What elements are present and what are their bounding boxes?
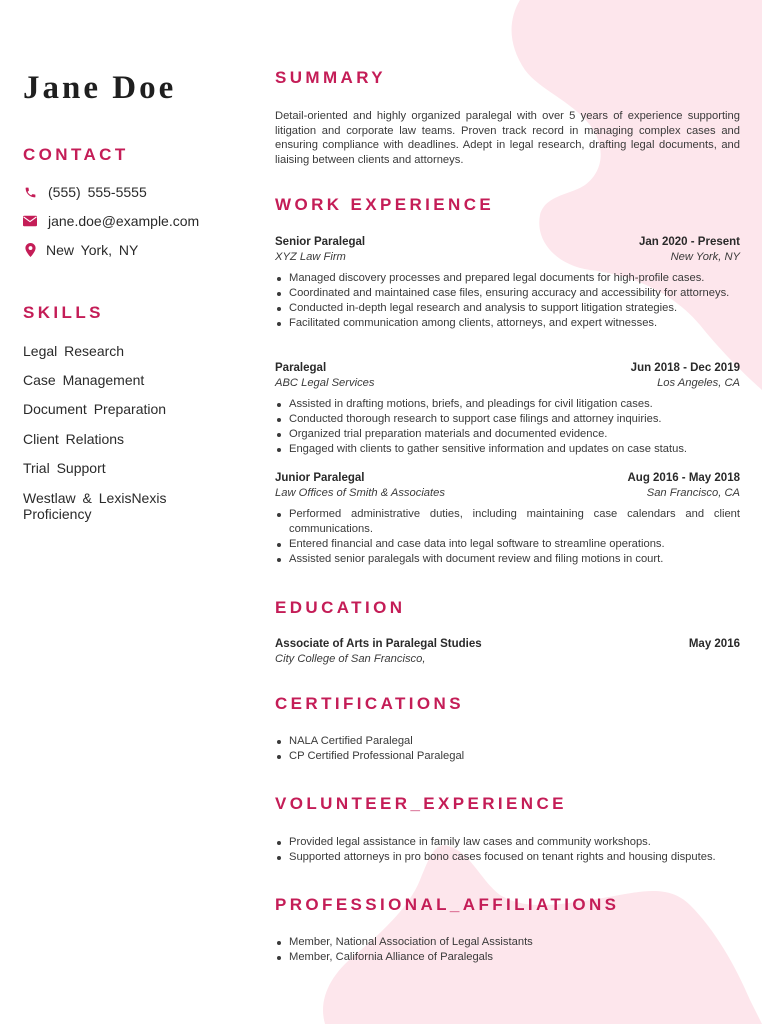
job-company: Law Offices of Smith & Associates xyxy=(275,487,445,499)
affiliation-item: Member, California Alliance of Paralegals xyxy=(275,950,740,965)
email-address[interactable]: jane.doe@example.com xyxy=(48,213,200,229)
contact-heading: CONTACT xyxy=(23,145,129,164)
job-title: Junior Paralegal xyxy=(275,472,365,484)
volunteer-item: Provided legal assistance in family law cases and community workshops. xyxy=(275,835,740,850)
summary-heading: SUMMARY xyxy=(275,68,386,87)
job-bullet: Coordinated and maintained case files, ensuring accuracy and accessibility for attorneys. xyxy=(275,286,740,301)
phone-number[interactable]: (555) 555-5555 xyxy=(48,184,147,200)
map-pin-icon xyxy=(23,243,37,257)
envelope-icon xyxy=(23,214,37,228)
location-text: New York, NY xyxy=(46,242,139,258)
work-experience-heading: WORK EXPERIENCE xyxy=(275,195,495,214)
skills-heading: SKILLS xyxy=(23,303,104,322)
skill-item: Document Preparation xyxy=(23,401,167,417)
certifications-heading: CERTIFICATIONS xyxy=(275,694,464,713)
certifications-list xyxy=(275,734,740,764)
job-entry xyxy=(275,235,740,331)
skill-item: Client Relations xyxy=(23,431,125,447)
job-bullet: Entered financial and case data into legal software to streamline operations. xyxy=(275,537,740,552)
job-entry xyxy=(275,471,740,567)
volunteer-item: Supported attorneys in pro bono cases focused on tenant rights and housing disputes. xyxy=(275,850,740,865)
volunteer-list xyxy=(275,835,740,865)
professional-affiliations-heading: PROFESSIONAL_AFFILIATIONS xyxy=(275,895,620,914)
contact-email-row xyxy=(23,211,199,231)
certification-item: CP Certified Professional Paralegal xyxy=(275,749,740,764)
job-bullet: Conducted in-depth legal research and analysis to support litigation strategies. xyxy=(275,301,740,316)
job-title: Senior Paralegal xyxy=(275,236,366,248)
job-company: ABC Legal Services xyxy=(275,377,375,389)
job-entry xyxy=(275,361,740,457)
contact-location-row xyxy=(23,240,138,260)
job-location: San Francisco, CA xyxy=(646,487,740,499)
volunteer-experience-heading: VOLUNTEER_EXPERIENCE xyxy=(275,794,567,813)
certification-item: NALA Certified Paralegal xyxy=(275,734,740,749)
job-bullet: Managed discovery processes and prepared legal documents for high-profile cases. xyxy=(275,271,740,286)
affiliations-list xyxy=(275,935,740,965)
summary-text: Detail-oriented and highly organized paralegal with over 5 years of experience supporting litigation and corporate law teams. Proven track record in managing complex cases and ensuring compliance with deadlines. Adept in legal research, drafting legal documents, and liaising between clients and attorneys. xyxy=(275,110,740,166)
phone-icon xyxy=(23,185,37,199)
degree-name: Associate of Arts in Paralegal Studies xyxy=(275,638,482,650)
education-heading: EDUCATION xyxy=(275,598,406,617)
graduation-date: May 2016 xyxy=(688,638,740,650)
job-bullet: Organized trial preparation materials and documented evidence. xyxy=(275,427,740,442)
job-title: Paralegal xyxy=(275,362,327,374)
job-dates: Jan 2020 - Present xyxy=(638,236,740,248)
job-bullet: Performed administrative duties, including maintaining case calendars and client communications. xyxy=(275,507,740,537)
job-dates: Jun 2018 - Dec 2019 xyxy=(630,362,740,374)
job-location: New York, NY xyxy=(670,251,740,263)
candidate-name: Jane Doe xyxy=(23,70,177,106)
job-location: Los Angeles, CA xyxy=(657,377,740,389)
skill-item: Trial Support xyxy=(23,460,106,476)
school-name: City College of San Francisco, xyxy=(275,653,426,665)
job-bullet: Facilitated communication among clients, attorneys, and expert witnesses. xyxy=(275,316,740,331)
skill-item: Legal Research xyxy=(23,343,125,359)
job-bullet: Conducted thorough research to support case filings and attorney inquiries. xyxy=(275,412,740,427)
job-bullet: Engaged with clients to gather sensitive information and updates on case status. xyxy=(275,442,740,457)
job-dates: Aug 2016 - May 2018 xyxy=(627,472,740,484)
affiliation-item: Member, National Association of Legal Assistants xyxy=(275,935,740,950)
contact-phone-row xyxy=(23,182,147,202)
job-company: XYZ Law Firm xyxy=(275,251,346,263)
job-bullet: Assisted senior paralegals with document review and filing motions in court. xyxy=(275,552,740,567)
skill-item: Case Management xyxy=(23,372,145,388)
job-bullet: Assisted in drafting motions, briefs, and pleadings for civil litigation cases. xyxy=(275,397,740,412)
education-entry xyxy=(275,637,740,667)
skill-item: Westlaw & LexisNexis Proficiency xyxy=(23,490,167,522)
